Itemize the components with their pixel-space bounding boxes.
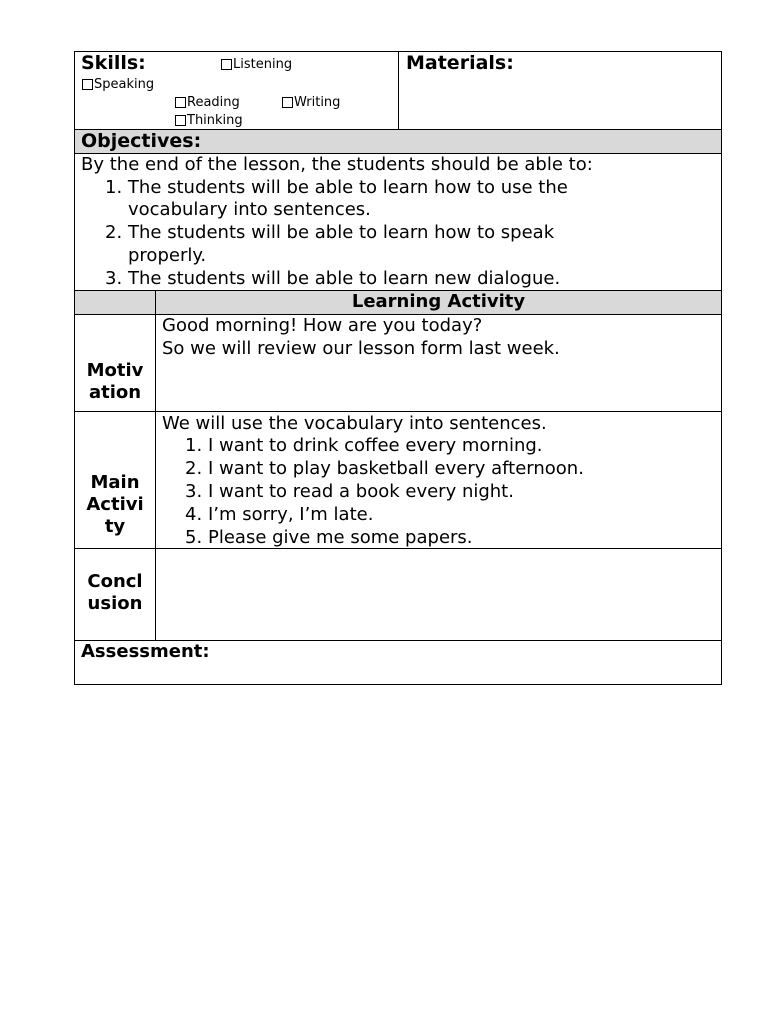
skill-speaking[interactable] <box>82 77 154 92</box>
objectives-header <box>75 130 721 154</box>
objective-item-1 <box>105 176 568 199</box>
checkbox-icon[interactable] <box>175 115 186 126</box>
checkbox-icon[interactable] <box>175 97 186 108</box>
objective-item-3 <box>105 267 560 290</box>
item-number: 3. <box>185 481 203 502</box>
item-number: 4. <box>185 504 203 525</box>
objective-number: 2. <box>105 222 123 243</box>
checkbox-icon[interactable] <box>221 59 232 70</box>
objective-number: 1. <box>105 177 123 198</box>
objective-text: The students will be able to learn new dialogue. <box>128 268 561 289</box>
skill-writing-label: Writing <box>294 95 341 110</box>
motivation-label-line: ation <box>88 382 142 403</box>
skill-listening-label: Listening <box>233 57 293 72</box>
objectives-content <box>75 154 721 290</box>
conclusion-row <box>75 549 721 640</box>
item-text: I want to play basketball every afternoon. <box>208 458 584 479</box>
conclusion-label <box>75 571 155 615</box>
learning-activity-header <box>75 291 721 314</box>
skill-speaking-label: Speaking <box>94 77 155 92</box>
item-text: Please give me some papers. <box>208 527 473 548</box>
main-activity-label-line: Activi <box>86 494 144 515</box>
skill-reading[interactable] <box>175 95 240 110</box>
objective-text: The students will be able to learn how to speak <box>128 222 555 243</box>
item-number: 5. <box>185 527 203 548</box>
item-number: 1. <box>185 435 203 456</box>
main-activity-item <box>185 526 473 549</box>
item-text: I’m sorry, I’m late. <box>208 504 374 525</box>
main-activity-label-line: ty <box>104 516 126 537</box>
item-text: I want to drink coffee every morning. <box>208 435 543 456</box>
item-text: I want to read a book every night. <box>208 481 514 502</box>
objective-item-2-cont: properly. <box>128 245 207 266</box>
item-number: 2. <box>185 458 203 479</box>
main-activity-item <box>185 457 584 480</box>
conclusion-label-line: usion <box>87 593 143 614</box>
main-activity-row <box>75 412 721 548</box>
main-activity-item <box>185 434 543 457</box>
objectives-intro: By the end of the lesson, the students should be able to: <box>81 154 593 175</box>
motivation-line: So we will review our lesson form last week. <box>162 338 560 359</box>
motivation-line: Good morning! How are you today? <box>162 315 483 336</box>
skills-materials-row <box>75 52 721 130</box>
checkbox-icon[interactable] <box>82 79 93 90</box>
motivation-label <box>75 360 155 404</box>
motivation-row <box>75 315 721 411</box>
lesson-plan-table <box>74 51 722 685</box>
objective-text: The students will be able to learn how to use the <box>122 177 568 198</box>
assessment-label: Assessment: <box>81 641 210 662</box>
checkbox-icon[interactable] <box>282 97 293 108</box>
skill-writing[interactable] <box>282 95 340 110</box>
skill-thinking[interactable] <box>175 113 243 128</box>
main-activity-item <box>185 480 514 503</box>
main-activity-item <box>185 503 373 526</box>
objective-number: 3. <box>105 268 123 289</box>
objective-item-2 <box>105 221 554 244</box>
materials-label: Materials: <box>406 52 514 74</box>
main-activity-label-line: Main <box>90 472 140 493</box>
skill-listening[interactable] <box>221 57 292 72</box>
main-activity-label <box>75 472 155 538</box>
assessment-row <box>75 641 721 685</box>
skill-thinking-label: Thinking <box>187 113 243 128</box>
motivation-label-line: Motiv <box>86 360 144 381</box>
conclusion-label-line: Concl <box>87 571 143 592</box>
divider <box>398 52 399 130</box>
objective-item-1-cont: vocabulary into sentences. <box>128 199 371 220</box>
skills-label: Skills: <box>81 52 146 74</box>
learning-activity-heading: Learning Activity <box>351 291 526 312</box>
skill-reading-label: Reading <box>187 95 240 110</box>
objectives-heading: Objectives: <box>81 130 202 152</box>
main-activity-intro: We will use the vocabulary into sentences. <box>162 413 547 434</box>
